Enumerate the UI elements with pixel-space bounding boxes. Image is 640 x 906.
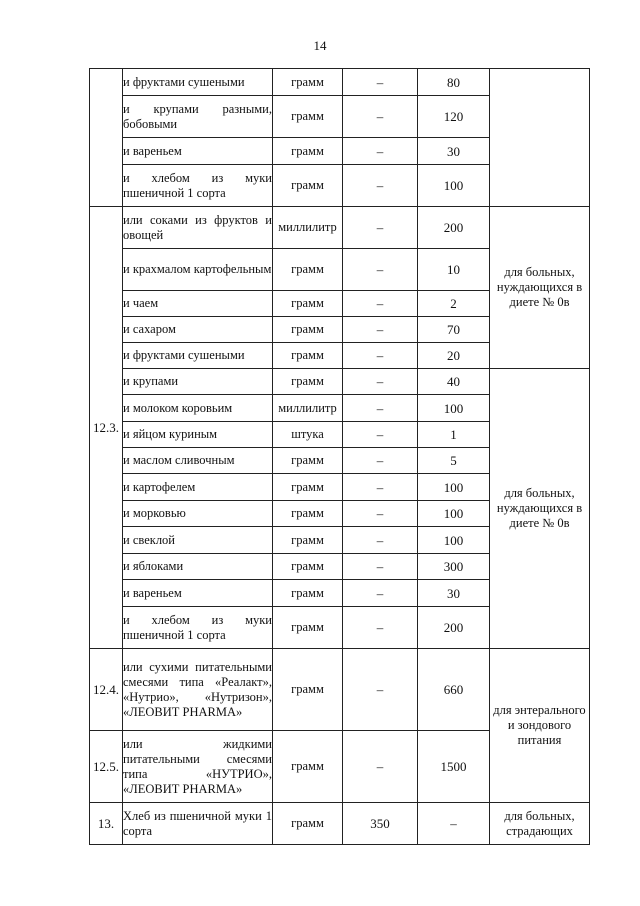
value-cell: – — [343, 165, 418, 207]
row-number — [90, 69, 123, 207]
unit-cell: грамм — [273, 291, 343, 317]
note-cell: для больных, страдающих — [490, 803, 590, 845]
value-cell: 100 — [418, 501, 490, 527]
value-cell: 80 — [418, 69, 490, 96]
value-cell: 70 — [418, 317, 490, 343]
value-cell: – — [343, 369, 418, 395]
value-cell: 100 — [418, 165, 490, 207]
unit-cell: грамм — [273, 501, 343, 527]
value-cell: 1 — [418, 422, 490, 448]
unit-cell: грамм — [273, 69, 343, 96]
item-name: и молоком коровьим — [123, 395, 273, 422]
unit-cell: грамм — [273, 343, 343, 369]
item-name: и картофелем — [123, 474, 273, 501]
value-cell: – — [418, 803, 490, 845]
value-cell: 20 — [418, 343, 490, 369]
unit-cell: грамм — [273, 369, 343, 395]
item-name: или жидкими питательными смесями типа «НУТРИО», «ЛЕОВИТ PHARMA» — [123, 731, 273, 803]
unit-cell: грамм — [273, 138, 343, 165]
unit-cell: грамм — [273, 448, 343, 474]
item-name: и фруктами сушеными — [123, 69, 273, 96]
item-name: или соками из фруктов и овощей — [123, 207, 273, 249]
value-cell: 660 — [418, 649, 490, 731]
note-cell: для энтерального и зондового питания — [490, 649, 590, 803]
note-cell — [490, 69, 590, 207]
row-number: 12.5. — [90, 731, 123, 803]
unit-cell: миллилитр — [273, 207, 343, 249]
unit-cell: грамм — [273, 474, 343, 501]
table-row — [90, 369, 590, 395]
unit-cell: грамм — [273, 96, 343, 138]
value-cell: – — [343, 69, 418, 96]
item-name: и свеклой — [123, 527, 273, 554]
value-cell: – — [343, 317, 418, 343]
value-cell: – — [343, 501, 418, 527]
item-name: и яйцом куриным — [123, 422, 273, 448]
item-name: и хлебом из муки пшеничной 1 сорта — [123, 165, 273, 207]
value-cell: 5 — [418, 448, 490, 474]
note-cell: для больных, нуждающихся в диете № 0в — [490, 207, 590, 369]
row-number: 13. — [90, 803, 123, 845]
unit-cell: грамм — [273, 607, 343, 649]
item-name: и крупами разными, бобовыми — [123, 96, 273, 138]
value-cell: – — [343, 96, 418, 138]
row-number: 12.3. — [90, 207, 123, 649]
page-number: 14 — [313, 38, 327, 53]
item-name: и сахаром — [123, 317, 273, 343]
item-name: и фруктами сушеными — [123, 343, 273, 369]
unit-cell: штука — [273, 422, 343, 448]
table-row — [90, 207, 590, 249]
value-cell: – — [343, 395, 418, 422]
row-number: 12.4. — [90, 649, 123, 731]
item-name: и крупами — [123, 369, 273, 395]
value-cell: 40 — [418, 369, 490, 395]
unit-cell: грамм — [273, 649, 343, 731]
item-name: Хлеб из пшеничной муки 1 сорта — [123, 803, 273, 845]
value-cell: – — [343, 422, 418, 448]
unit-cell: грамм — [273, 554, 343, 580]
unit-cell: грамм — [273, 249, 343, 291]
value-cell: 100 — [418, 395, 490, 422]
unit-cell: грамм — [273, 527, 343, 554]
unit-cell: миллилитр — [273, 395, 343, 422]
unit-cell: грамм — [273, 580, 343, 607]
value-cell: – — [343, 343, 418, 369]
value-cell: – — [343, 291, 418, 317]
value-cell: 100 — [418, 474, 490, 501]
value-cell: – — [343, 580, 418, 607]
value-cell: – — [343, 138, 418, 165]
value-cell: 2 — [418, 291, 490, 317]
value-cell: – — [343, 731, 418, 803]
item-name: и вареньем — [123, 138, 273, 165]
value-cell: 1500 — [418, 731, 490, 803]
value-cell: – — [343, 249, 418, 291]
unit-cell: грамм — [273, 803, 343, 845]
table-row — [90, 649, 590, 731]
value-cell: – — [343, 207, 418, 249]
value-cell: – — [343, 448, 418, 474]
value-cell: 350 — [343, 803, 418, 845]
table-row — [90, 69, 590, 96]
item-name: и чаем — [123, 291, 273, 317]
value-cell: 300 — [418, 554, 490, 580]
value-cell: – — [343, 554, 418, 580]
item-name: и яблоками — [123, 554, 273, 580]
note-cell: для больных, нуждающихся в диете № 0в — [490, 369, 590, 649]
value-cell: 30 — [418, 580, 490, 607]
unit-cell: грамм — [273, 165, 343, 207]
diet-norms-table — [89, 68, 590, 845]
unit-cell: грамм — [273, 317, 343, 343]
value-cell: 100 — [418, 527, 490, 554]
value-cell: 30 — [418, 138, 490, 165]
item-name: и крахмалом картофельным — [123, 249, 273, 291]
value-cell: – — [343, 649, 418, 731]
item-name: и хлебом из муки пшеничной 1 сорта — [123, 607, 273, 649]
item-name: и вареньем — [123, 580, 273, 607]
value-cell: 10 — [418, 249, 490, 291]
item-name: и маслом сливочным — [123, 448, 273, 474]
value-cell: 200 — [418, 207, 490, 249]
unit-cell: грамм — [273, 731, 343, 803]
item-name: или сухими питательными смесями типа «Реалакт», «Нутрио», «Нутризон», «ЛЕОВИТ PHARMA» — [123, 649, 273, 731]
table-row — [90, 803, 590, 845]
value-cell: – — [343, 527, 418, 554]
value-cell: 120 — [418, 96, 490, 138]
item-name: и морковью — [123, 501, 273, 527]
value-cell: – — [343, 607, 418, 649]
value-cell: 200 — [418, 607, 490, 649]
value-cell: – — [343, 474, 418, 501]
